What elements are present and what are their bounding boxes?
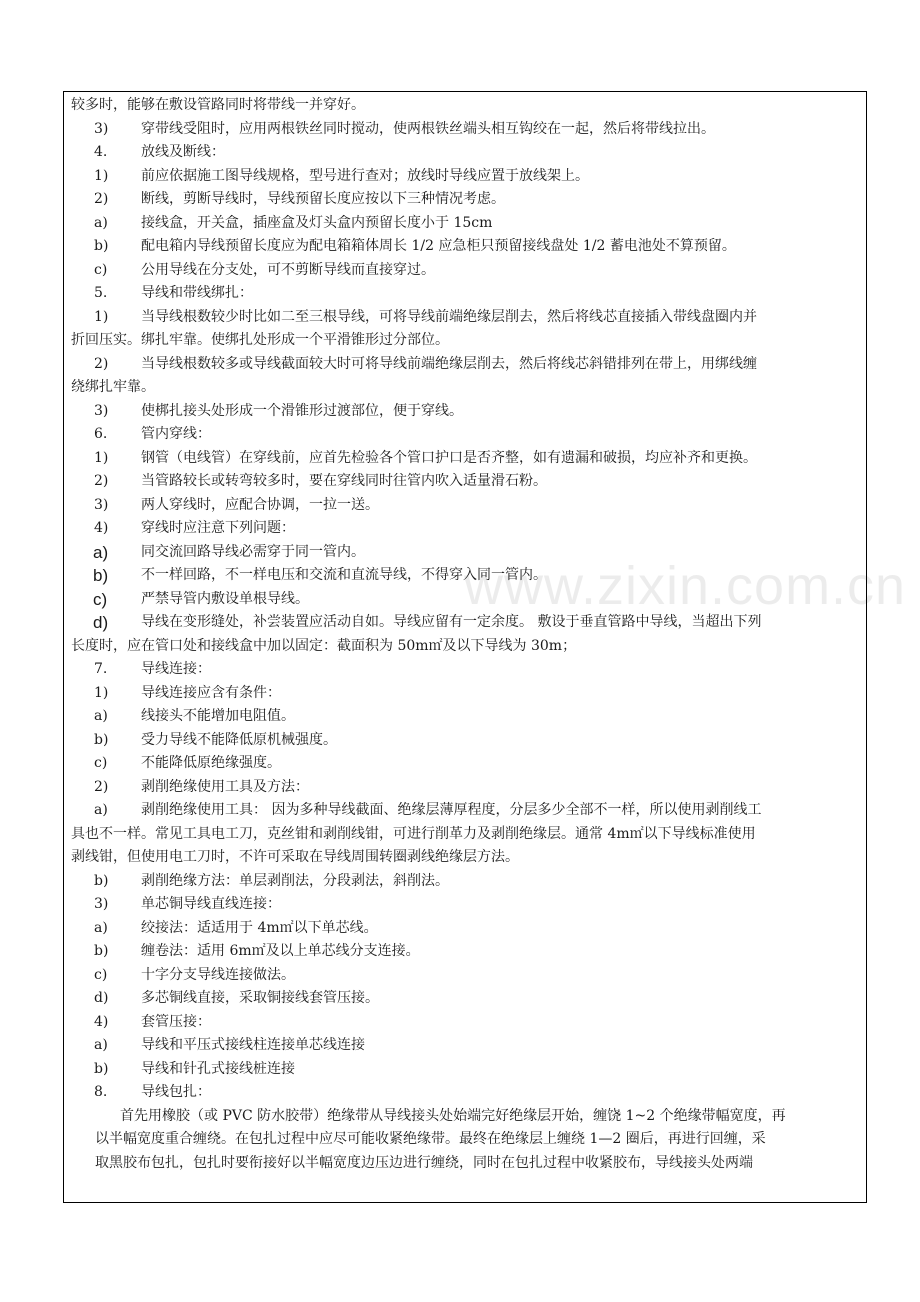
item-number: a): [94, 708, 108, 724]
item-number: d): [94, 990, 109, 1006]
text-line: [64, 1128, 867, 1152]
text-line: [64, 658, 867, 682]
text-line: [64, 799, 867, 823]
text-line: [64, 964, 867, 988]
text-line: [64, 1011, 867, 1035]
text-line: [64, 447, 867, 471]
continuation-text: 绕绑扎牢靠。: [71, 379, 155, 395]
text-line: [64, 823, 867, 847]
item-number: b): [94, 1060, 109, 1077]
text-line: [64, 588, 867, 612]
item-text: 钢管（电线管）在穿线前，应首先检验各个管口护口是否齐整，如有遗漏和破损，均应补齐和更换。: [141, 449, 757, 466]
item-number: 4): [94, 520, 109, 536]
text-line: [64, 1152, 867, 1176]
text-line: [64, 729, 867, 753]
item-number: a): [94, 214, 108, 231]
text-line: [64, 235, 867, 259]
item-text: 导线在变形缝处，补尝装置应活动自如。导线应留有一定余度。 敷设于垂直管路中导线，当超出下列: [141, 614, 762, 630]
item-text: 两人穿线时，应配合协调，一拉一送。: [141, 496, 379, 513]
text-line: [64, 94, 867, 118]
item-text: 剥削绝缘使用工具及方法：: [141, 778, 309, 795]
item-text: 使梆扎接头处形成一个滑锥形过渡部位，便于穿线。: [141, 402, 463, 419]
item-text: 不能降低原绝缘强度。: [141, 755, 281, 771]
item-number: 2): [94, 473, 109, 489]
item-text: 线接头不能增加电阻值。: [141, 708, 295, 724]
text-line: [64, 118, 867, 142]
text-line: [64, 494, 867, 518]
item-number: 3): [94, 896, 109, 912]
item-text: 剥削绝缘使用工具： 因为多种导线截面、绝缘层薄厚程度，分层多少全部不一样，所以使用剥削线工: [141, 802, 762, 818]
text-line: [64, 165, 867, 189]
item-text: 导线连接应含有条件：: [141, 684, 281, 701]
text-line: [64, 987, 867, 1011]
item-text: 同交流回路导线必需穿于同一管内。: [141, 543, 365, 560]
continuation-text: 折回压实。绑扎牢靠。使绑扎处形成一个平滑锥形过分部位。: [71, 332, 449, 348]
item-number: c): [94, 261, 108, 278]
item-number: 3): [94, 496, 109, 513]
item-text: 严禁导管内敷设单根导线。: [141, 590, 309, 607]
paragraph-text: 首先用橡胶（或 PVC 防水胶带）绝缘带从导线接头处始端完好绝缘层开始，缠饶 1~2 个绝缘带幅宽度，再: [120, 1107, 786, 1124]
item-number: 1): [94, 167, 109, 184]
item-text: 缠卷法：适用 6m㎡及以上单芯线分支连接。: [141, 943, 420, 959]
item-text: 当导线根数较多或导线截面较大时可将导线前端绝缘层削去，然后将线芯斜错排列在带上，用绑线缠: [141, 355, 757, 372]
item-number: 3): [94, 402, 109, 419]
item-number: 2): [94, 778, 109, 795]
text-line: [64, 682, 867, 706]
item-text: 配电箱内导线预留长度应为配电箱箱体周长 1/2 应急柜只预留接线盘处 1/2 蓄电池处不算预留。: [141, 238, 736, 254]
item-text: 导线和带线绑扎：: [141, 285, 253, 301]
item-number: b): [94, 731, 109, 748]
continuation-text: 具也不一样。常见工具电工刀，克丝钳和剥削线钳，可进行削革力及剥削绝缘层。通常 4m㎡以下导线标准使用: [71, 825, 756, 842]
item-number: a): [93, 542, 109, 562]
item-number: a): [94, 802, 108, 818]
text-line: [64, 470, 867, 494]
text-line: [64, 423, 867, 447]
item-number: 4): [94, 1013, 109, 1030]
item-number: 1): [94, 449, 109, 466]
text-line: [64, 353, 867, 377]
item-number: c): [93, 589, 108, 609]
text-line: [64, 893, 867, 917]
document-body: [64, 94, 867, 1175]
continuation-text: 长度时，应在管口处和接线盒中加以固定：截面积为 50m㎡及以下导线为 30m；: [71, 637, 577, 654]
item-number: b): [94, 943, 109, 959]
item-text: 导线和针孔式接线桩连接: [141, 1060, 295, 1077]
item-text: 当管路较长或转弯较多时，要在穿线同时往管内吹入适量滑石粉。: [141, 473, 547, 489]
item-number: b): [94, 238, 109, 254]
text-line: [64, 564, 867, 588]
text-line: [64, 611, 867, 635]
text-line: [64, 141, 867, 165]
watermark: www.zixin.com.cn: [464, 556, 907, 616]
text-line: [64, 306, 867, 330]
item-text: 受力导线不能降低原机械强度。: [141, 731, 337, 748]
item-number: 1): [94, 308, 109, 325]
item-text: 单芯铜导线直线连接：: [141, 896, 281, 912]
item-number: 5.: [94, 285, 108, 301]
text-line: [64, 329, 867, 353]
item-text: 套管压接：: [141, 1013, 211, 1030]
text-line: [64, 259, 867, 283]
text-line: [64, 1081, 867, 1105]
item-text: 前应依据施工图导线规格，型号进行查对；放线时导线应置于放线架上。: [141, 167, 589, 184]
continuation-text: 较多时，能够在敷设管路同时将带线一并穿好。: [71, 97, 365, 113]
text-line: [64, 400, 867, 424]
item-text: 穿线时应注意下列问题：: [141, 520, 295, 536]
item-text: 接线盒，开关盒，插座盒及灯头盒内预留长度小于 15cm: [141, 214, 493, 231]
document-frame: [63, 91, 867, 1203]
item-text: 当导线根数较少时比如二至三根导线，可将导线前端绝缘层削去，然后将线芯直接插入带线盘圈内并: [141, 308, 757, 325]
item-text: 十字分支导线连接做法。: [141, 966, 295, 983]
item-text: 断线，剪断导线时，导线预留长度应按以下三种情况考虑。: [141, 191, 505, 207]
text-line: [64, 376, 867, 400]
item-text: 公用导线在分支处，可不剪断导线而直接穿过。: [141, 261, 435, 278]
text-line: [64, 752, 867, 776]
item-text: 穿带线受阻时，应用两根铁丝同时搅动，使两根铁丝端头相互钩绞在一起，然后将带线拉出。: [141, 120, 715, 137]
text-line: [64, 776, 867, 800]
item-number: c): [94, 755, 108, 771]
text-line: [64, 917, 867, 941]
continuation-text: 剥线钳，但使用电工刀时，不许可采取在导线周围转圈剥线绝缘层方法。: [71, 849, 519, 865]
paragraph-text: 取黑胶布包扎，包扎时要衔接好以半幅宽度边压边进行缠绕，同时在包扎过程中收紧胶布，导线接头处两端: [95, 1154, 753, 1171]
text-line: [64, 541, 867, 565]
text-line: [64, 846, 867, 870]
text-line: [64, 870, 867, 894]
text-line: [64, 1105, 867, 1129]
text-line: [64, 188, 867, 212]
item-text: 放线及断线：: [141, 144, 225, 160]
text-line: [64, 940, 867, 964]
paragraph-text: 以半幅宽度重合缠绕。在包扎过程中应尽可能收紧绝缘带。最终在绝缘层上缠绕 1—2 圈后，再进行回缠，采: [95, 1131, 766, 1147]
item-text: 导线和平压式接线柱连接单芯线连接: [141, 1037, 365, 1053]
item-text: 多芯铜线直接，采取铜接线套管压接。: [141, 990, 379, 1006]
item-number: 2): [94, 191, 109, 207]
item-number: a): [94, 919, 108, 936]
item-text: 导线连接：: [141, 661, 211, 677]
item-number: 2): [94, 355, 109, 372]
item-text: 管内穿线：: [141, 426, 211, 442]
item-text: 剥削绝缘方法：单层剥削法，分段剥法，斜削法。: [141, 872, 449, 889]
item-number: 6.: [94, 426, 108, 442]
item-number: a): [94, 1037, 108, 1053]
item-number: b): [94, 872, 109, 889]
item-text: 绞接法：适适用于 4m㎡以下单芯线。: [141, 919, 378, 936]
item-number: 8.: [94, 1084, 108, 1100]
text-line: [64, 212, 867, 236]
text-line: [64, 1034, 867, 1058]
item-text: 不一样回路，不一样电压和交流和直流导线，不得穿入同一管内。: [141, 567, 547, 583]
text-line: [64, 282, 867, 306]
text-line: [64, 1058, 867, 1082]
item-number: c): [94, 966, 108, 983]
item-number: 1): [94, 684, 109, 701]
item-number: 3): [94, 120, 109, 137]
item-number: 4.: [94, 144, 108, 160]
text-line: [64, 705, 867, 729]
item-number: 7.: [94, 661, 108, 677]
text-line: [64, 635, 867, 659]
text-line: [64, 517, 867, 541]
item-number: d): [93, 613, 109, 632]
item-text: 导线包扎：: [141, 1084, 211, 1100]
item-number: b): [93, 566, 109, 585]
